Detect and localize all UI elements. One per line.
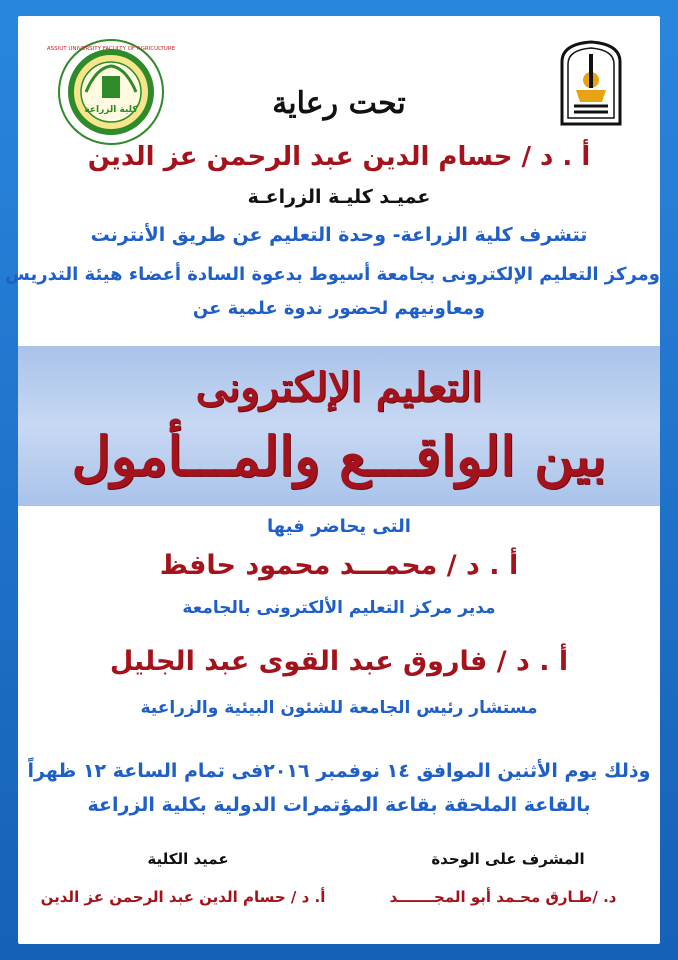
under-patronage-heading: تحت رعاية	[272, 86, 406, 121]
patron-title: عميـد كليـة الزراعـة	[247, 186, 431, 208]
event-venue: بالقاعة الملحقة بقاعة المؤتمرات الدولية بكلية الزراعة	[87, 794, 591, 816]
speakers-lead-in: التى يحاضر فيها	[267, 516, 411, 537]
patron-name: أ . د / حسام الدين عبد الرحمن عز الدين	[87, 142, 591, 172]
speaker-2-name: أ . د / فاروق عبد القوى عبد الجليل	[109, 646, 569, 677]
intro-line-2: ومركز التعليم الإلكترونى بجامعة أسيوط بدعوة السادة أعضاء هيئة التدريس	[5, 264, 660, 285]
intro-line-3: ومعاونيهم لحضور ندوة علمية عن	[192, 298, 486, 319]
invitation-card	[5, 16, 660, 944]
intro-line-1: تتشرف كلية الزراعة- وحدة التعليم عن طريق الأنترنت	[90, 224, 588, 246]
supervisor-name: د. /طـارق محـمد أبو المجـــــــد	[389, 888, 617, 906]
dean-signature-name: أ. د / حسام الدين عبد الرحمن عز الدين	[40, 888, 326, 906]
supervisor-title: المشرف على الوحدة	[431, 850, 585, 868]
speaker-1-role: مدير مركز التعليم الألكترونى بالجامعة	[182, 598, 496, 618]
svg-text:ASSIUT UNIVERSITY FACULTY OF A: ASSIUT UNIVERSITY FACULTY OF AGRICULTURE	[46, 46, 176, 52]
event-date-time: وذلك يوم الأثنين الموافق ١٤ نوفمبر ٢٠١٦فى تمام الساعة ١٢ ظهراً	[27, 760, 651, 782]
seminar-title-line-2: بين الواقـــع والمـــأمول	[71, 424, 607, 488]
svg-text:كلية الزراعة: كلية الزراعة	[84, 105, 138, 115]
speaker-1-name: أ . د / محمـــد محمود حافظ	[159, 550, 519, 581]
dean-signature-title: عميد الكلية	[147, 850, 229, 868]
seminar-title-line-1: التعليم الإلكترونى	[195, 364, 483, 411]
speaker-2-role: مستشار رئيس الجامعة للشئون البيئية والزراعية	[140, 698, 538, 718]
